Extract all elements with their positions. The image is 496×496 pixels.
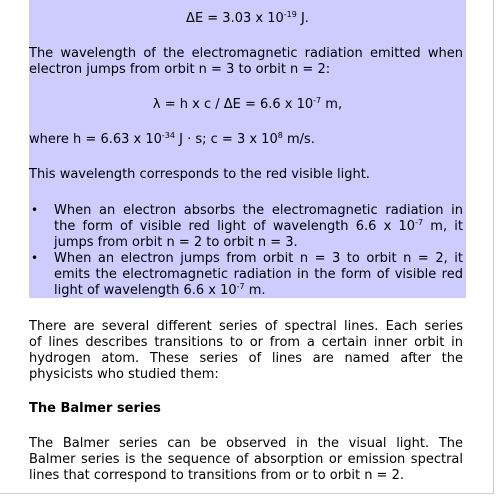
wavelength-intro-line-1: The wavelength of the electromagnetic radiation emitted when — [29, 46, 463, 61]
bullet-2-line-3-tail: m. — [244, 283, 266, 298]
bullet-1-line-2 — [54, 218, 463, 235]
bullet-2-exponent: -7 — [236, 282, 245, 291]
balmer-series-heading: The Balmer series — [29, 401, 161, 416]
bullet-1-line-1: When an electron absorbs the electromagnetic radiation in — [54, 203, 463, 218]
bullet-2-line-2: emits the electromagnetic radiation in the form of visible red — [54, 267, 463, 282]
bullet-2-line-1: When an electron jumps from orbit n = 3 to orbit n = 2, it — [54, 251, 463, 266]
formula-delta-e-unit: J. — [296, 11, 309, 26]
balmer-paragraph-line-1: The Balmer series can be observed in the visual light. The — [29, 436, 463, 451]
formula-delta-e-exponent: -19 — [283, 10, 297, 19]
bullet-1-line-2-tail: m, it — [423, 219, 463, 234]
bullet-2-line-3-main: light of wavelength 6.6 x 10 — [54, 283, 237, 298]
series-paragraph-line-4: physicists who studied them: — [29, 367, 219, 382]
constants-part-2: J · s; c = 3 x 10 — [174, 132, 278, 147]
formula-lambda-exponent: -7 — [313, 96, 322, 105]
constants-line — [29, 131, 315, 148]
series-paragraph-line-3: hydrogen atom. These series of lines are named after the — [29, 351, 463, 366]
formula-lambda-main: λ = h x c / ΔE = 6.6 x 10 — [152, 97, 314, 112]
formula-delta-e — [29, 10, 466, 27]
formula-delta-e-main: ΔE = 3.03 x 10 — [186, 11, 284, 26]
series-paragraph-line-1: There are several different series of spectral lines. Each series — [29, 319, 463, 334]
constants-exponent-2: 8 — [277, 131, 283, 140]
constants-part-1: where h = 6.63 x 10 — [29, 132, 162, 147]
bullet-2-line-3 — [54, 282, 266, 299]
bullet-2-symbol: • — [31, 251, 39, 265]
balmer-paragraph-line-3: lines that correspond to transitions from or to orbit n = 2. — [29, 468, 404, 483]
constants-part-3: m/s. — [282, 132, 315, 147]
red-light-note: This wavelength corresponds to the red visible light. — [29, 167, 370, 182]
bullet-1-symbol: • — [31, 203, 39, 217]
constants-exponent-1: -34 — [161, 131, 175, 140]
formula-lambda-unit: m, — [321, 97, 343, 112]
bullet-1-line-3: jumps from orbit n = 2 to orbit n = 3. — [54, 235, 298, 250]
balmer-paragraph-line-2: Balmer series is the sequence of absorption or emission spectral — [29, 452, 463, 467]
formula-lambda — [29, 96, 466, 113]
bullet-1-line-2-main: the form of visible red light of wavelength 6.6 x 10 — [54, 219, 416, 234]
bullet-1-exponent: -7 — [415, 218, 424, 227]
series-paragraph-line-2: of lines describes transitions to or from a certain inner orbit in — [29, 335, 463, 350]
wavelength-intro-line-2: electron jumps from orbit n = 3 to orbit n = 2: — [29, 62, 331, 77]
